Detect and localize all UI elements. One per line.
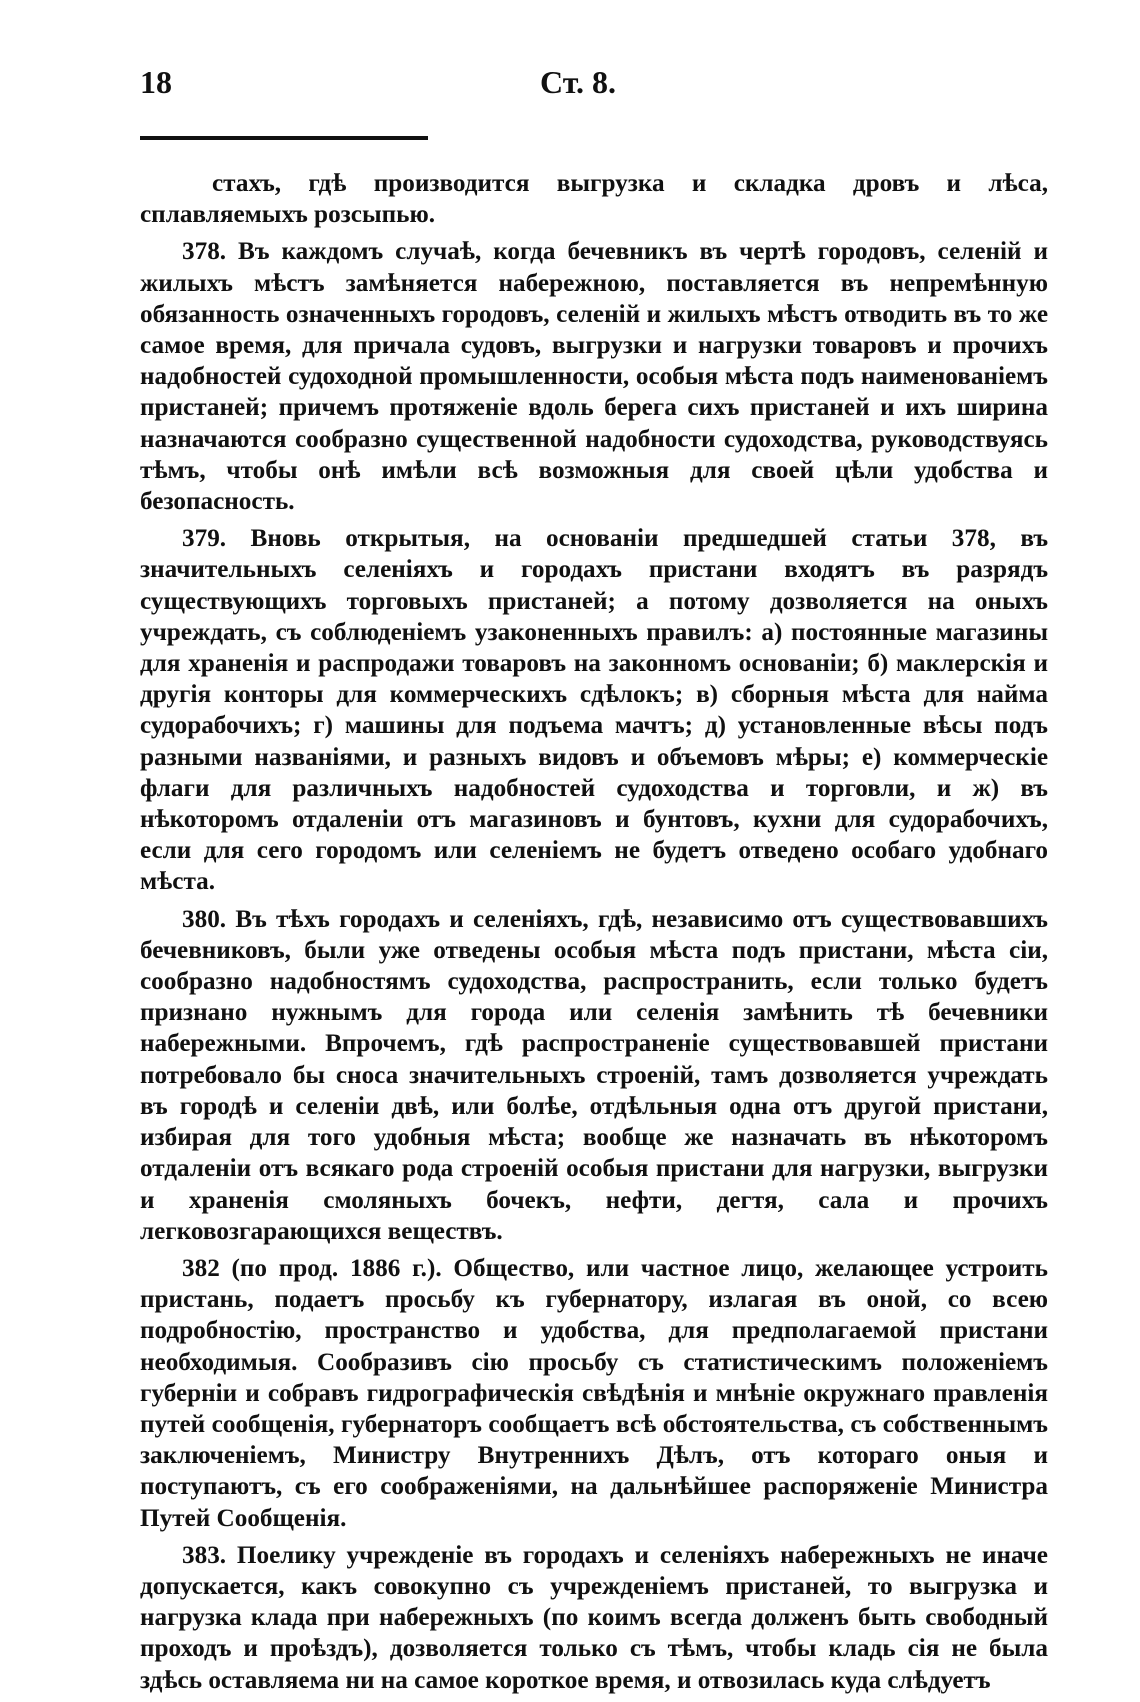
header-divider bbox=[140, 136, 428, 140]
paragraph-article-383: 383. Поелику учрежденіе въ городахъ и селеніяхъ набережныхъ не иначе допускается, какъ совокупно съ учрежденіемъ пристаней, то выгрузка и нагрузка клада при набережныхъ (по коимъ всегда долженъ быть свободный проходъ и проѣздъ), дозволяется только съ тѣмъ, чтобы кладь сія не была здѣсь оставляема ни на самое короткое время, и отвозилась куда слѣдуетъ bbox=[140, 1541, 1048, 1694]
paragraph-article-379: 379. Вновь открытыя, на основаніи предшедшей статьи 378, въ значительныхъ селеніяхъ и городахъ пристани входятъ въ разрядъ существующихъ торговыхъ пристаней; а потому дозволяется на оныхъ учреждать, съ соблюденіемъ узаконенныхъ правилъ: а) постоянные магазины для храненія и распродажи товаровъ на законномъ основаніи; б) маклерскія и другія конторы для коммерческихъ сдѣлокъ; в) сборныя мѣста для найма судорабочихъ; г) машины для подъема мачтъ; д) установленные вѣсы подъ разными названіями, и разныхъ видовъ и объемовъ мѣры; е) коммерческіе флаги для различныхъ надобностей судоходства и торговли, и ж) въ нѣкоторомъ отдаленіи отъ магазиновъ и бунтовъ, кухни для судорабочихъ, если для сего городомъ или селеніемъ не будетъ отведено особаго удобнаго мѣста. bbox=[140, 525, 1048, 896]
paragraph-article-378: 378. Въ каждомъ случаѣ, когда бечевникъ въ чертѣ городовъ, селеній и жилыхъ мѣстъ замѣняется набережною, поставляется въ непремѣнную обязанность означенныхъ городовъ, селеній и жилыхъ мѣстъ отводить въ то же самое время, для причала судовъ, выгрузки и нагрузки товаровъ и прочихъ надобностей судоходной промышленности, особыя мѣста подъ наименованіемъ пристаней; причемъ протяженіе вдоль берега сихъ пристаней и ихъ ширина назначаются сообразно существенной надобности судоходства, руководствуясь тѣмъ, чтобы онѣ имѣли всѣ возможныя для своей цѣли удобства и безопасность. bbox=[140, 238, 1048, 516]
text-column bbox=[140, 168, 1048, 1702]
page-number: 18 bbox=[140, 64, 172, 100]
paragraph-article-380: 380. Въ тѣхъ городахъ и селеніяхъ, гдѣ, независимо отъ существовавшихъ бечевниковъ, были уже отведены особыя мѣста подъ пристани, мѣста сіи, сообразно надобностямъ судоходства, распространить, если только будетъ признано нужнымъ для города или селенія замѣнить тѣ бечевники набережными. Впрочемъ, гдѣ распространеніе существовавшей пристани потребовало бы сноса значительныхъ строеній, тамъ дозволяется учреждать въ городѣ и селеніи двѣ, или болѣе, отдѣльныя одна отъ другой пристани, избирая для того удобныя мѣста; вообще же назначать въ нѣкоторомъ отдаленіи отъ всякаго рода строеній особыя пристани для нагрузки, выгрузки и храненія смоляныхъ бочекъ, нефти, дегтя, сала и прочихъ легковозгарающихся веществъ. bbox=[140, 905, 1048, 1245]
paragraph-article-382: 382 (по прод. 1886 г.). Общество, или частное лицо, желающее устроить пристань, подаетъ просьбу къ губернатору, излагая въ оной, со всею подробностію, пространство и удобства, для предполагаемой пристани необходимыя. Сообразивъ сію просьбу съ статистическимъ положеніемъ губерніи и собравъ гидрографическія свѣдѣнія и мнѣніе окружнаго правленія путей сообщенія, губернаторъ сообщаетъ всѣ обстоятельства, съ собственнымъ заключеніемъ, Министру Внутреннихъ Дѣлъ, отъ котораго оныя и поступаютъ, съ его соображеніями, на дальнѣйшее распоряженіе Министра Путей Сообщенія. bbox=[140, 1254, 1048, 1532]
paragraph-continuation: стахъ, гдѣ производится выгрузка и складка дровъ и лѣса, сплавляемыхъ розсыпью. bbox=[140, 170, 1048, 229]
article-header: Ст. 8. bbox=[540, 64, 616, 100]
